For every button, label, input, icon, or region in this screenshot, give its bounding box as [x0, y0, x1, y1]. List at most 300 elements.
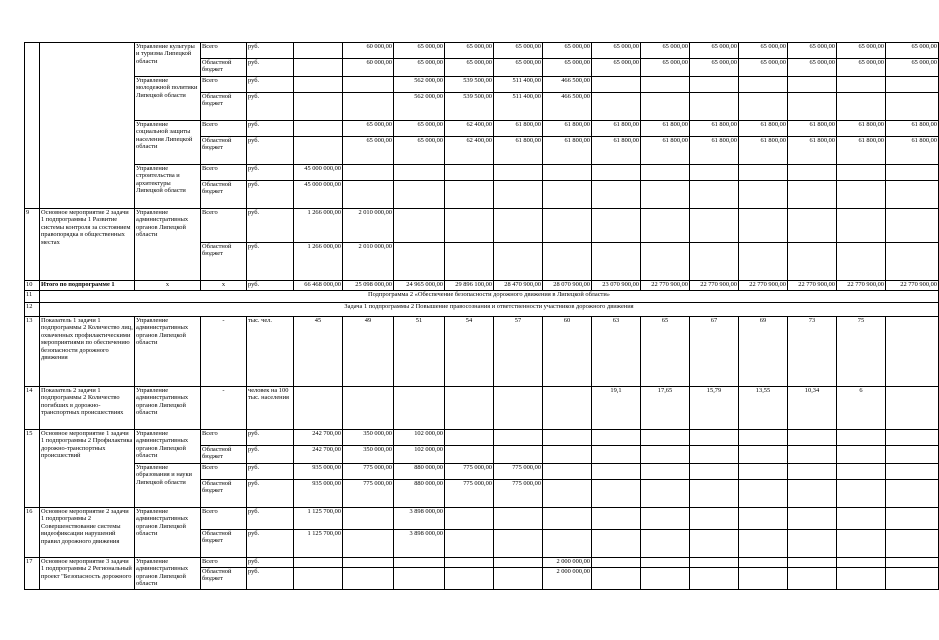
amount-cell [739, 243, 788, 281]
amount-cell [494, 209, 543, 243]
unit-cell: человек на 100 тыс. населения [247, 387, 294, 430]
funding-cell: х [201, 281, 247, 291]
amount-cell: 22 770 900,00 [641, 281, 690, 291]
amount-cell [788, 77, 837, 93]
amount-cell [690, 558, 739, 568]
funding-cell: Областной бюджет [201, 446, 247, 464]
amount-cell: 65 000,00 [343, 121, 394, 137]
amount-cell [543, 464, 592, 480]
amount-cell [641, 93, 690, 121]
unit-cell: руб. [247, 568, 294, 590]
amount-cell [837, 464, 886, 480]
amount-cell [592, 165, 641, 181]
amount-cell: 775 000,00 [445, 464, 494, 480]
amount-cell: 62 400,00 [445, 121, 494, 137]
amount-cell: 61 800,00 [543, 137, 592, 165]
amount-cell [343, 530, 394, 558]
executor-cell: Управление молодежной политики Липецкой области [135, 77, 201, 121]
amount-cell: 65 000,00 [641, 43, 690, 59]
executor-cell: х [135, 281, 201, 291]
amount-cell [494, 165, 543, 181]
amount-cell: 61 800,00 [788, 121, 837, 137]
amount-cell: 775 000,00 [445, 480, 494, 508]
unit-cell: руб. [247, 121, 294, 137]
amount-cell [543, 387, 592, 430]
amount-cell [886, 317, 939, 387]
amount-cell: 350 000,00 [343, 446, 394, 464]
amount-cell [690, 480, 739, 508]
amount-cell: 65 000,00 [739, 43, 788, 59]
unit-cell: руб. [247, 480, 294, 508]
amount-cell: 66 468 000,00 [294, 281, 343, 291]
amount-cell [739, 181, 788, 209]
amount-cell [592, 181, 641, 209]
amount-cell [788, 430, 837, 446]
amount-cell: 65 000,00 [690, 59, 739, 77]
amount-cell: 6 [837, 387, 886, 430]
amount-cell [592, 446, 641, 464]
unit-cell: руб. [247, 209, 294, 243]
executor-cell: Управление административных органов Липецкой области [135, 430, 201, 464]
amount-cell [837, 93, 886, 121]
funding-cell: Областной бюджет [201, 59, 247, 77]
amount-cell [494, 387, 543, 430]
unit-cell: руб. [247, 77, 294, 93]
amount-cell: 1 125 700,00 [294, 508, 343, 530]
description-cell [40, 43, 135, 209]
amount-cell [445, 181, 494, 209]
amount-cell: 17,65 [641, 387, 690, 430]
amount-cell [739, 508, 788, 530]
amount-cell [543, 181, 592, 209]
amount-cell [886, 430, 939, 446]
amount-cell: 73 [788, 317, 837, 387]
amount-cell: 28 470 900,00 [494, 281, 543, 291]
unit-cell: руб. [247, 181, 294, 209]
amount-cell: 45 [294, 317, 343, 387]
amount-cell [886, 209, 939, 243]
amount-cell: 22 770 900,00 [690, 281, 739, 291]
amount-cell: 65 000,00 [788, 43, 837, 59]
amount-cell: 29 896 100,00 [445, 281, 494, 291]
amount-cell [543, 243, 592, 281]
amount-cell [294, 93, 343, 121]
amount-cell [394, 558, 445, 568]
amount-cell: 562 000,00 [394, 93, 445, 121]
amount-cell: 60 [543, 317, 592, 387]
funding-cell: Всего [201, 77, 247, 93]
amount-cell: 3 898 000,00 [394, 530, 445, 558]
amount-cell: 19,1 [592, 387, 641, 430]
executor-cell: Управление административных органов Липецкой области [135, 387, 201, 430]
amount-cell: 61 800,00 [886, 137, 939, 165]
funding-cell: Всего [201, 165, 247, 181]
amount-cell: 935 000,00 [294, 464, 343, 480]
table-row [25, 165, 939, 181]
amount-cell [294, 568, 343, 590]
amount-cell [886, 480, 939, 508]
table-row [25, 291, 939, 303]
amount-cell: 65 000,00 [394, 59, 445, 77]
table-row [25, 464, 939, 480]
amount-cell [739, 165, 788, 181]
amount-cell: 102 000,00 [394, 430, 445, 446]
budget-table [24, 42, 939, 590]
description-cell: Основное мероприятие 3 задачи 1 подпрограммы 2 Региональный проект "Безопасность дорожного [40, 558, 135, 590]
amount-cell [343, 77, 394, 93]
amount-cell: 61 800,00 [788, 137, 837, 165]
funding-cell: Всего [201, 558, 247, 568]
unit-cell: руб. [247, 59, 294, 77]
amount-cell: 65 000,00 [886, 43, 939, 59]
amount-cell: 54 [445, 317, 494, 387]
amount-cell [690, 93, 739, 121]
amount-cell: 65 000,00 [592, 43, 641, 59]
amount-cell: 562 000,00 [394, 77, 445, 93]
amount-cell [394, 387, 445, 430]
amount-cell [294, 43, 343, 59]
amount-cell: 65 000,00 [494, 43, 543, 59]
amount-cell: 65 [641, 317, 690, 387]
amount-cell [886, 558, 939, 568]
table-row [25, 281, 939, 291]
amount-cell: 880 000,00 [394, 480, 445, 508]
amount-cell: 880 000,00 [394, 464, 445, 480]
table-row [25, 121, 939, 137]
amount-cell [445, 165, 494, 181]
amount-cell: 22 770 900,00 [739, 281, 788, 291]
amount-cell [592, 480, 641, 508]
amount-cell [739, 77, 788, 93]
amount-cell [592, 243, 641, 281]
amount-cell: 61 800,00 [592, 137, 641, 165]
amount-cell [294, 558, 343, 568]
amount-cell [494, 430, 543, 446]
amount-cell [690, 530, 739, 558]
amount-cell [592, 508, 641, 530]
row-number: 17 [25, 558, 40, 590]
amount-cell: 2 000 000,00 [543, 568, 592, 590]
amount-cell [343, 181, 394, 209]
amount-cell [394, 209, 445, 243]
unit-cell: тыс. чел. [247, 317, 294, 387]
amount-cell: 65 000,00 [788, 59, 837, 77]
amount-cell [543, 508, 592, 530]
amount-cell [494, 558, 543, 568]
amount-cell [543, 430, 592, 446]
funding-cell: - [201, 317, 247, 387]
amount-cell: 61 800,00 [739, 137, 788, 165]
amount-cell [494, 243, 543, 281]
executor-cell: Управление образования и науки Липецкой области [135, 464, 201, 508]
funding-cell: Всего [201, 209, 247, 243]
amount-cell [445, 558, 494, 568]
section-title: Задача 1 подпрограммы 2 Повышение правосознания и ответственности участников дорожного движения [40, 303, 939, 317]
amount-cell [294, 59, 343, 77]
amount-cell: 511 400,00 [494, 77, 543, 93]
section-title: Подпрограмма 2 «Обеспечение безопасности дорожного движения в Липецкой области» [40, 291, 939, 303]
description-cell: Показатель 1 задачи 1 подпрограммы 2 Количество лиц, охваченных профилактическими мероприятиями по обеспечению безопасности дорожного движения [40, 317, 135, 387]
amount-cell [837, 209, 886, 243]
amount-cell: 466 500,00 [543, 93, 592, 121]
funding-cell: Всего [201, 430, 247, 446]
unit-cell: руб. [247, 430, 294, 446]
amount-cell: 65 000,00 [886, 59, 939, 77]
amount-cell [641, 558, 690, 568]
amount-cell: 65 000,00 [592, 59, 641, 77]
amount-cell: 61 800,00 [641, 121, 690, 137]
table-row [25, 303, 939, 317]
executor-cell: Управление социальной защиты населения Липецкой области [135, 121, 201, 165]
amount-cell: 2 010 000,00 [343, 243, 394, 281]
unit-cell: руб. [247, 243, 294, 281]
amount-cell [592, 530, 641, 558]
amount-cell [886, 508, 939, 530]
amount-cell [394, 243, 445, 281]
amount-cell: 242 700,00 [294, 430, 343, 446]
amount-cell [739, 209, 788, 243]
executor-cell: Управление административных органов Липецкой области [135, 508, 201, 558]
amount-cell [592, 93, 641, 121]
table-row [25, 43, 939, 59]
amount-cell: 13,55 [739, 387, 788, 430]
amount-cell: 539 500,00 [445, 93, 494, 121]
amount-cell: 15,79 [690, 387, 739, 430]
amount-cell [641, 77, 690, 93]
amount-cell [837, 243, 886, 281]
amount-cell [343, 93, 394, 121]
amount-cell [641, 480, 690, 508]
amount-cell [641, 446, 690, 464]
amount-cell [641, 508, 690, 530]
amount-cell: 51 [394, 317, 445, 387]
amount-cell [592, 77, 641, 93]
row-number: 10 [25, 281, 40, 291]
amount-cell [788, 568, 837, 590]
amount-cell: 49 [343, 317, 394, 387]
amount-cell [494, 446, 543, 464]
amount-cell [294, 137, 343, 165]
amount-cell: 62 400,00 [445, 137, 494, 165]
amount-cell [788, 93, 837, 121]
table-row [25, 387, 939, 430]
amount-cell [837, 530, 886, 558]
amount-cell [641, 165, 690, 181]
funding-cell: Всего [201, 43, 247, 59]
row-number: 14 [25, 387, 40, 430]
number-cell [25, 43, 40, 209]
amount-cell [886, 165, 939, 181]
total-label: Итого по подпрограмме 1 [40, 281, 135, 291]
amount-cell [641, 464, 690, 480]
amount-cell [294, 387, 343, 430]
amount-cell: 65 000,00 [343, 137, 394, 165]
amount-cell [837, 77, 886, 93]
amount-cell [739, 530, 788, 558]
amount-cell [886, 464, 939, 480]
amount-cell [788, 446, 837, 464]
amount-cell: 65 000,00 [394, 121, 445, 137]
amount-cell [445, 430, 494, 446]
amount-cell [592, 430, 641, 446]
unit-cell: руб. [247, 93, 294, 121]
amount-cell [788, 480, 837, 508]
amount-cell [739, 446, 788, 464]
amount-cell [837, 508, 886, 530]
amount-cell: 65 000,00 [445, 59, 494, 77]
amount-cell: 61 800,00 [739, 121, 788, 137]
amount-cell [886, 446, 939, 464]
row-number: 9 [25, 209, 40, 281]
amount-cell [788, 165, 837, 181]
amount-cell [837, 165, 886, 181]
amount-cell: 22 770 900,00 [788, 281, 837, 291]
amount-cell [494, 508, 543, 530]
table-body [25, 43, 939, 590]
amount-cell [886, 243, 939, 281]
amount-cell [886, 93, 939, 121]
amount-cell [641, 209, 690, 243]
row-number: 13 [25, 317, 40, 387]
amount-cell: 775 000,00 [494, 480, 543, 508]
amount-cell: 23 070 900,00 [592, 281, 641, 291]
amount-cell: 25 098 000,00 [343, 281, 394, 291]
unit-cell: руб. [247, 464, 294, 480]
amount-cell [343, 387, 394, 430]
amount-cell [837, 558, 886, 568]
amount-cell: 1 266 000,00 [294, 209, 343, 243]
amount-cell: 3 898 000,00 [394, 508, 445, 530]
unit-cell: руб. [247, 508, 294, 530]
amount-cell [690, 165, 739, 181]
amount-cell: 350 000,00 [343, 430, 394, 446]
executor-cell: Управление административных органов Липецкой области [135, 317, 201, 387]
funding-cell: Областной бюджет [201, 243, 247, 281]
amount-cell [445, 209, 494, 243]
amount-cell: 65 000,00 [837, 59, 886, 77]
amount-cell [690, 181, 739, 209]
amount-cell [543, 165, 592, 181]
amount-cell [739, 568, 788, 590]
amount-cell [788, 558, 837, 568]
amount-cell [641, 243, 690, 281]
amount-cell: 45 000 000,00 [294, 181, 343, 209]
amount-cell: 61 800,00 [494, 137, 543, 165]
amount-cell [592, 568, 641, 590]
description-cell: Показатель 2 задачи 1 подпрограммы 2 Количество погибших в дорожно-транспортных происшествиях [40, 387, 135, 430]
amount-cell: 775 000,00 [343, 480, 394, 508]
amount-cell [837, 446, 886, 464]
table-row [25, 77, 939, 93]
amount-cell: 1 125 700,00 [294, 530, 343, 558]
unit-cell: руб. [247, 446, 294, 464]
amount-cell [690, 430, 739, 446]
row-number: 11 [25, 291, 40, 303]
amount-cell: 60 000,00 [343, 43, 394, 59]
amount-cell [543, 480, 592, 508]
amount-cell [788, 508, 837, 530]
unit-cell: руб. [247, 43, 294, 59]
amount-cell: 65 000,00 [494, 59, 543, 77]
description-cell: Основное мероприятие 2 задачи 1 подпрограммы 1 Развитие системы контроля за состоянием правопорядка в общественных местах [40, 209, 135, 281]
amount-cell [739, 93, 788, 121]
amount-cell [739, 558, 788, 568]
funding-cell: Всего [201, 121, 247, 137]
table-row [25, 558, 939, 568]
amount-cell [788, 464, 837, 480]
amount-cell [837, 568, 886, 590]
amount-cell [445, 530, 494, 558]
amount-cell: 22 770 900,00 [837, 281, 886, 291]
amount-cell: 65 000,00 [394, 43, 445, 59]
amount-cell: 61 800,00 [690, 121, 739, 137]
amount-cell [543, 530, 592, 558]
funding-cell: Областной бюджет [201, 530, 247, 558]
amount-cell [343, 508, 394, 530]
funding-cell: Областной бюджет [201, 93, 247, 121]
row-number: 12 [25, 303, 40, 317]
amount-cell: 1 266 000,00 [294, 243, 343, 281]
funding-cell: Областной бюджет [201, 480, 247, 508]
amount-cell [641, 181, 690, 209]
amount-cell [294, 121, 343, 137]
amount-cell [788, 181, 837, 209]
amount-cell: 242 700,00 [294, 446, 343, 464]
amount-cell: 2 010 000,00 [343, 209, 394, 243]
amount-cell: 65 000,00 [739, 59, 788, 77]
amount-cell [343, 558, 394, 568]
amount-cell [690, 243, 739, 281]
amount-cell [886, 77, 939, 93]
amount-cell [445, 387, 494, 430]
amount-cell: 22 770 900,00 [886, 281, 939, 291]
amount-cell [394, 181, 445, 209]
row-number: 15 [25, 430, 40, 508]
amount-cell [445, 568, 494, 590]
amount-cell [641, 530, 690, 558]
amount-cell [690, 446, 739, 464]
unit-cell: руб. [247, 137, 294, 165]
amount-cell: 61 800,00 [690, 137, 739, 165]
amount-cell [641, 568, 690, 590]
table-row [25, 317, 939, 387]
description-cell: Основное мероприятие 1 задачи 1 подпрограммы 2 Профилактика дорожно-транспортных происшествий [40, 430, 135, 508]
amount-cell: 775 000,00 [494, 464, 543, 480]
amount-cell: 539 500,00 [445, 77, 494, 93]
amount-cell [690, 568, 739, 590]
executor-cell: Управление административных органов Липецкой области [135, 209, 201, 281]
amount-cell [343, 165, 394, 181]
unit-cell: руб. [247, 558, 294, 568]
row-number: 16 [25, 508, 40, 558]
executor-cell: Управление строительства и архитектуры Липецкой области [135, 165, 201, 209]
amount-cell: 511 400,00 [494, 93, 543, 121]
amount-cell [886, 181, 939, 209]
amount-cell: 61 800,00 [886, 121, 939, 137]
unit-cell: руб. [247, 530, 294, 558]
amount-cell [494, 530, 543, 558]
amount-cell [343, 568, 394, 590]
amount-cell [394, 568, 445, 590]
amount-cell: 69 [739, 317, 788, 387]
table-row [25, 430, 939, 446]
amount-cell [543, 209, 592, 243]
amount-cell [837, 480, 886, 508]
amount-cell [690, 508, 739, 530]
amount-cell [690, 464, 739, 480]
amount-cell [494, 568, 543, 590]
amount-cell: 61 800,00 [837, 121, 886, 137]
